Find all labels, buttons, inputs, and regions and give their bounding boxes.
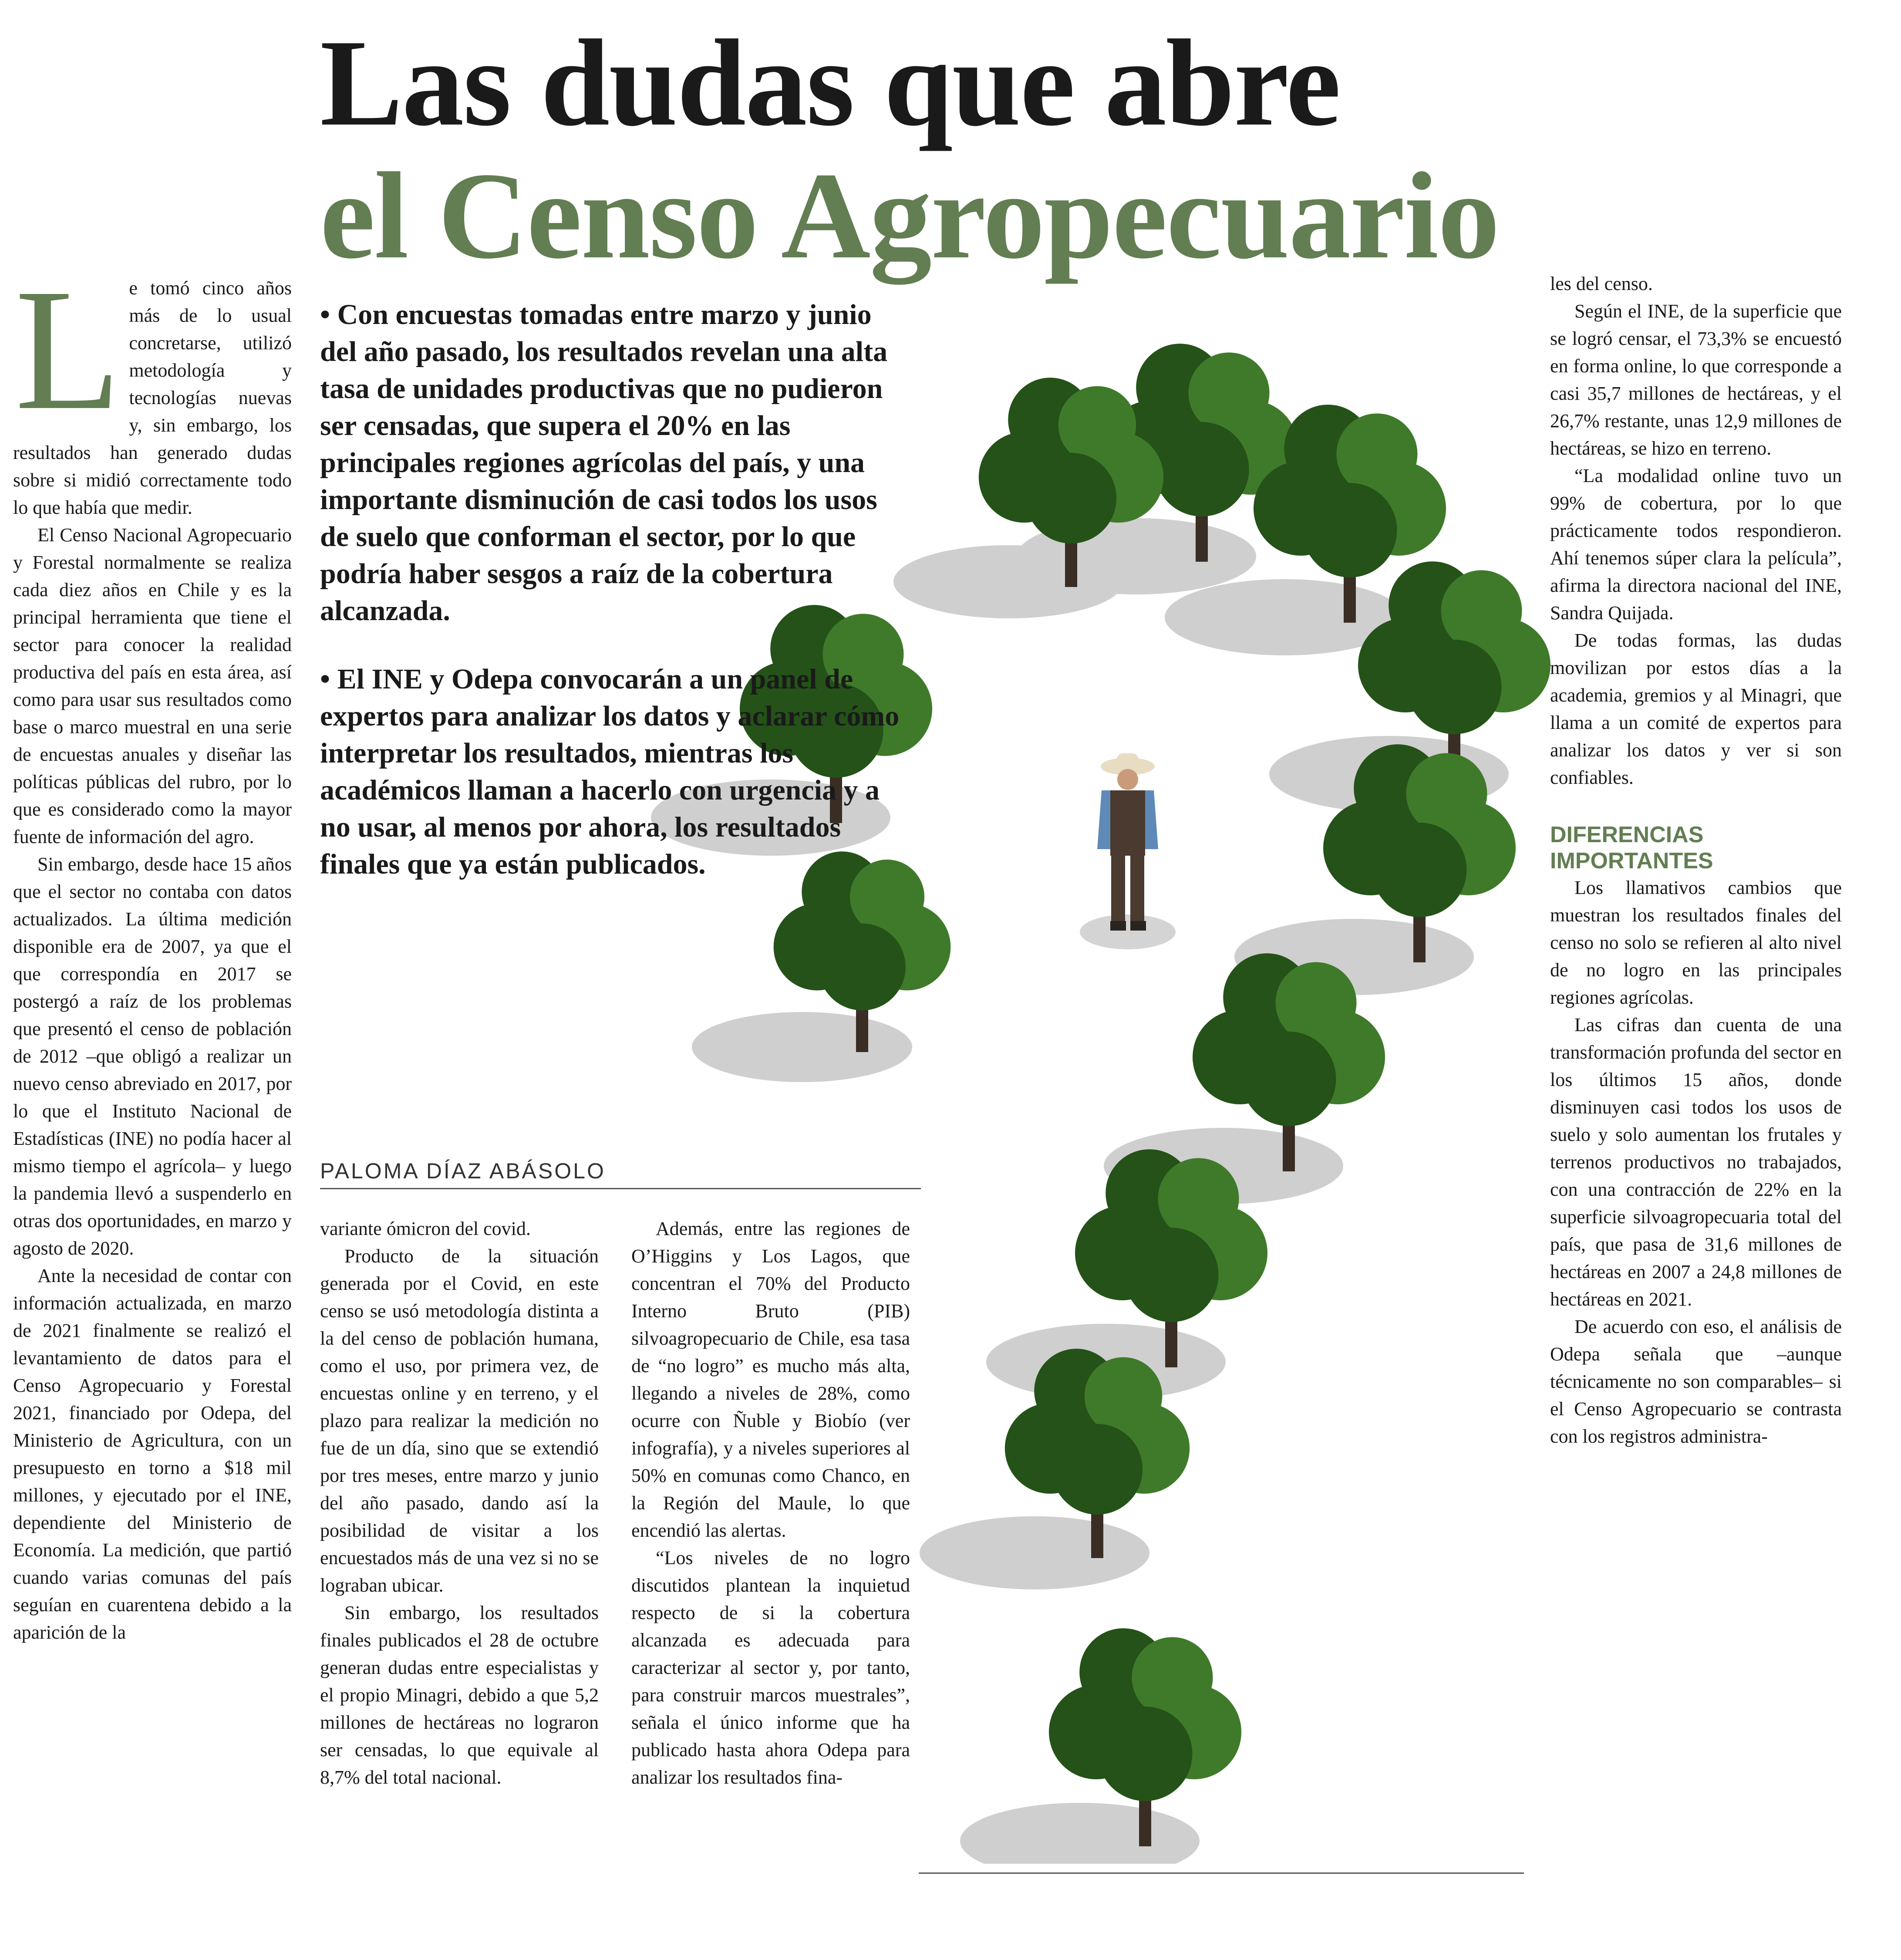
- paragraph: Sin embargo, los resultados finales publicados el 28 de octubre generan dudas entre especialistas y el propio Minagri, debido a que 5,2 millones de hectáreas no lograron ser censadas, lo que equivale al 8,7% del total nacional.: [320, 1602, 599, 1788]
- article-column-1: [13, 253, 292, 1646]
- paragraph: “Los niveles de no logro discutidos plantean la inquietud respecto de si la cobertura alcanzada es adecuada para caracterizar al sector y, por tanto, para construir marcos muestrales”, señala el único informe que ha publicado hasta ahora Odepa para analizar los resultados fina-: [631, 1547, 910, 1788]
- drop-cap: L: [15, 253, 121, 446]
- article-column-2: [320, 1215, 599, 1791]
- paragraph: les del censo.: [1550, 273, 1653, 294]
- bottom-rule: [919, 1872, 1524, 1874]
- paragraph: Sin embargo, desde hace 15 años que el sector no contaba con datos actualizados. La última medición disponible era de 2007, ya que el que correspondía en 2017 se postergó a raíz de los problemas que presentó el censo de población de 2012 –que obligó a realizar un nuevo censo abreviado en 2017, por lo que el Instituto Nacional de Estadísticas (INE) no podía hacer al mismo tiempo el agrícola– y luego la pandemia llevó a suspenderlo en otras dos oportunidades, en marzo y agosto de 2020.: [13, 853, 292, 1259]
- byline: PALOMA DÍAZ ABÁSOLO: [320, 1158, 921, 1189]
- article-deck: [320, 296, 903, 914]
- paragraph: e tomó cinco años más de lo usual concretarse, utilizó metodología y tecnologías nuevas y, sin embargo, los resultados han generado dudas sobre si midió correctamente todo lo que había que medir.: [13, 277, 292, 518]
- tree-icon: [960, 1628, 1241, 1864]
- headline-line-1: Las dudas que abre: [320, 14, 1340, 152]
- deck-bullet-2: • El INE y Odepa convocarán a un panel de expertos para analizar los datos y aclarar cómo interpretar los resultados, mientras los académicos llaman a hacerlo con urgencia y a no usar, al menos por ahora, los resultados finales que ya están publicados.: [320, 663, 900, 880]
- paragraph: Además, entre las regiones de O’Higgins y Los Lagos, que concentran el 70% del Producto Interno Bruto (PIB) silvoagropecuario de Chile, esa tasa de “no logro” es mucho más alta, llegando a niveles de 28%, como ocurre con Ñuble y Biobío (ver infografía), y a niveles superiores al 50% en comunas como Chanco, en la Región del Maule, lo que encendió las alertas.: [631, 1218, 910, 1541]
- farmer-figure: [1080, 753, 1176, 949]
- paragraph: Ante la necesidad de contar con información actualizada, en marzo de 2021 finalmente se realizó el levantamiento de datos para el Censo Agropecuario y Forestal 2021, financiado por Odepa, del Ministerio de Agricultura, con un presupuesto en torno a $18 mil millones, y ejecutado por el INE, dependiente del Ministerio de Economía. La medición, que partió cuando varias comunas del país seguían en cuarentena debido a la aparición de la: [13, 1265, 292, 1643]
- paragraph: Según el INE, de la superficie que se logró censar, el 73,3% se encuestó en forma online, lo que corresponde a casi 35,7 millones de hectáreas, y el 26,7% restante, unas 12,9 millones de hectáreas, se hizo en terreno.: [1550, 300, 1842, 459]
- paragraph: Producto de la situación generada por el Covid, en este censo se usó metodología distinta a la del censo de población humana, como el uso, por primera vez, de encuestas online y en terreno, y el plazo para realizar la medición no fue de un día, sino que se extendió por tres meses, entre marzo y junio del año pasado, dando así la posibilidad de visitar a los encuestados más de una vez si no se lograban ubicar.: [320, 1245, 599, 1596]
- paragraph: De acuerdo con eso, el análisis de Odepa señala que –aunque técnicamente no son comparables– si el Censo Agropecuario se contrasta con los registros administra-: [1550, 1316, 1842, 1447]
- headline-line-2: el Censo Agropecuario: [320, 147, 1499, 284]
- tree-icon: [893, 378, 1163, 618]
- paragraph: “La modalidad online tuvo un 99% de cobertura, por lo que prácticamente todos respondieron. Ahí tenemos súper clara la película”, afirma la directora nacional del INE, Sandra Quijada.: [1550, 465, 1842, 624]
- paragraph: De todas formas, las dudas movilizan por estos días a la academia, gremios y al Minagri, que llama a un comité de expertos para analizar los datos y ver si son confiables.: [1550, 630, 1842, 788]
- paragraph: variante ómicron del covid.: [320, 1218, 531, 1239]
- paragraph: El Censo Nacional Agropecuario y Forestal normalmente se realiza cada diez años en Chile y es la principal herramienta que tiene el sector para conocer la realidad productiva del país en esta área, así como para usar sus resultados como base o marco muestral en una serie de encuestas anuales y diseñar las políticas públicas del rubro, por lo que es considerado como la mayor fuente de información del agro.: [13, 524, 292, 847]
- article-column-4: [1550, 270, 1842, 1450]
- section-subhead: DIFERENCIAS IMPORTANTES: [1550, 822, 1713, 874]
- tree-icon: [920, 1349, 1190, 1589]
- paragraph: Los llamativos cambios que muestran los resultados finales del censo no solo se refieren al alto nivel de no logro en las principales regiones agrícolas.: [1550, 877, 1842, 1008]
- deck-bullet-1: • Con encuestas tomadas entre marzo y junio del año pasado, los resultados revelan una alta tasa de unidades productivas que no pudieron ser censadas, que supera el 20% en las principales regiones agrícolas del país, y una importante disminución de casi todos los usos de suelo que conforman el sector, por lo que podría haber sesgos a raíz de la cobertura alcanzada.: [320, 299, 888, 627]
- farmer-shadow: [1080, 914, 1176, 949]
- paragraph: Las cifras dan cuenta de una transformación profunda del sector en los últimos 15 años, donde disminuyen casi todos los usos de suelo y solo aumentan los frutales y terrenos productivos no trabajados, con una contracción de 22% en la superficie silvoagropecuaria total del país, que pasa de 31,6 millones de hectáreas en 2007 a 24,8 millones de hectáreas en 2021.: [1550, 1014, 1842, 1310]
- article-column-3: [631, 1215, 910, 1791]
